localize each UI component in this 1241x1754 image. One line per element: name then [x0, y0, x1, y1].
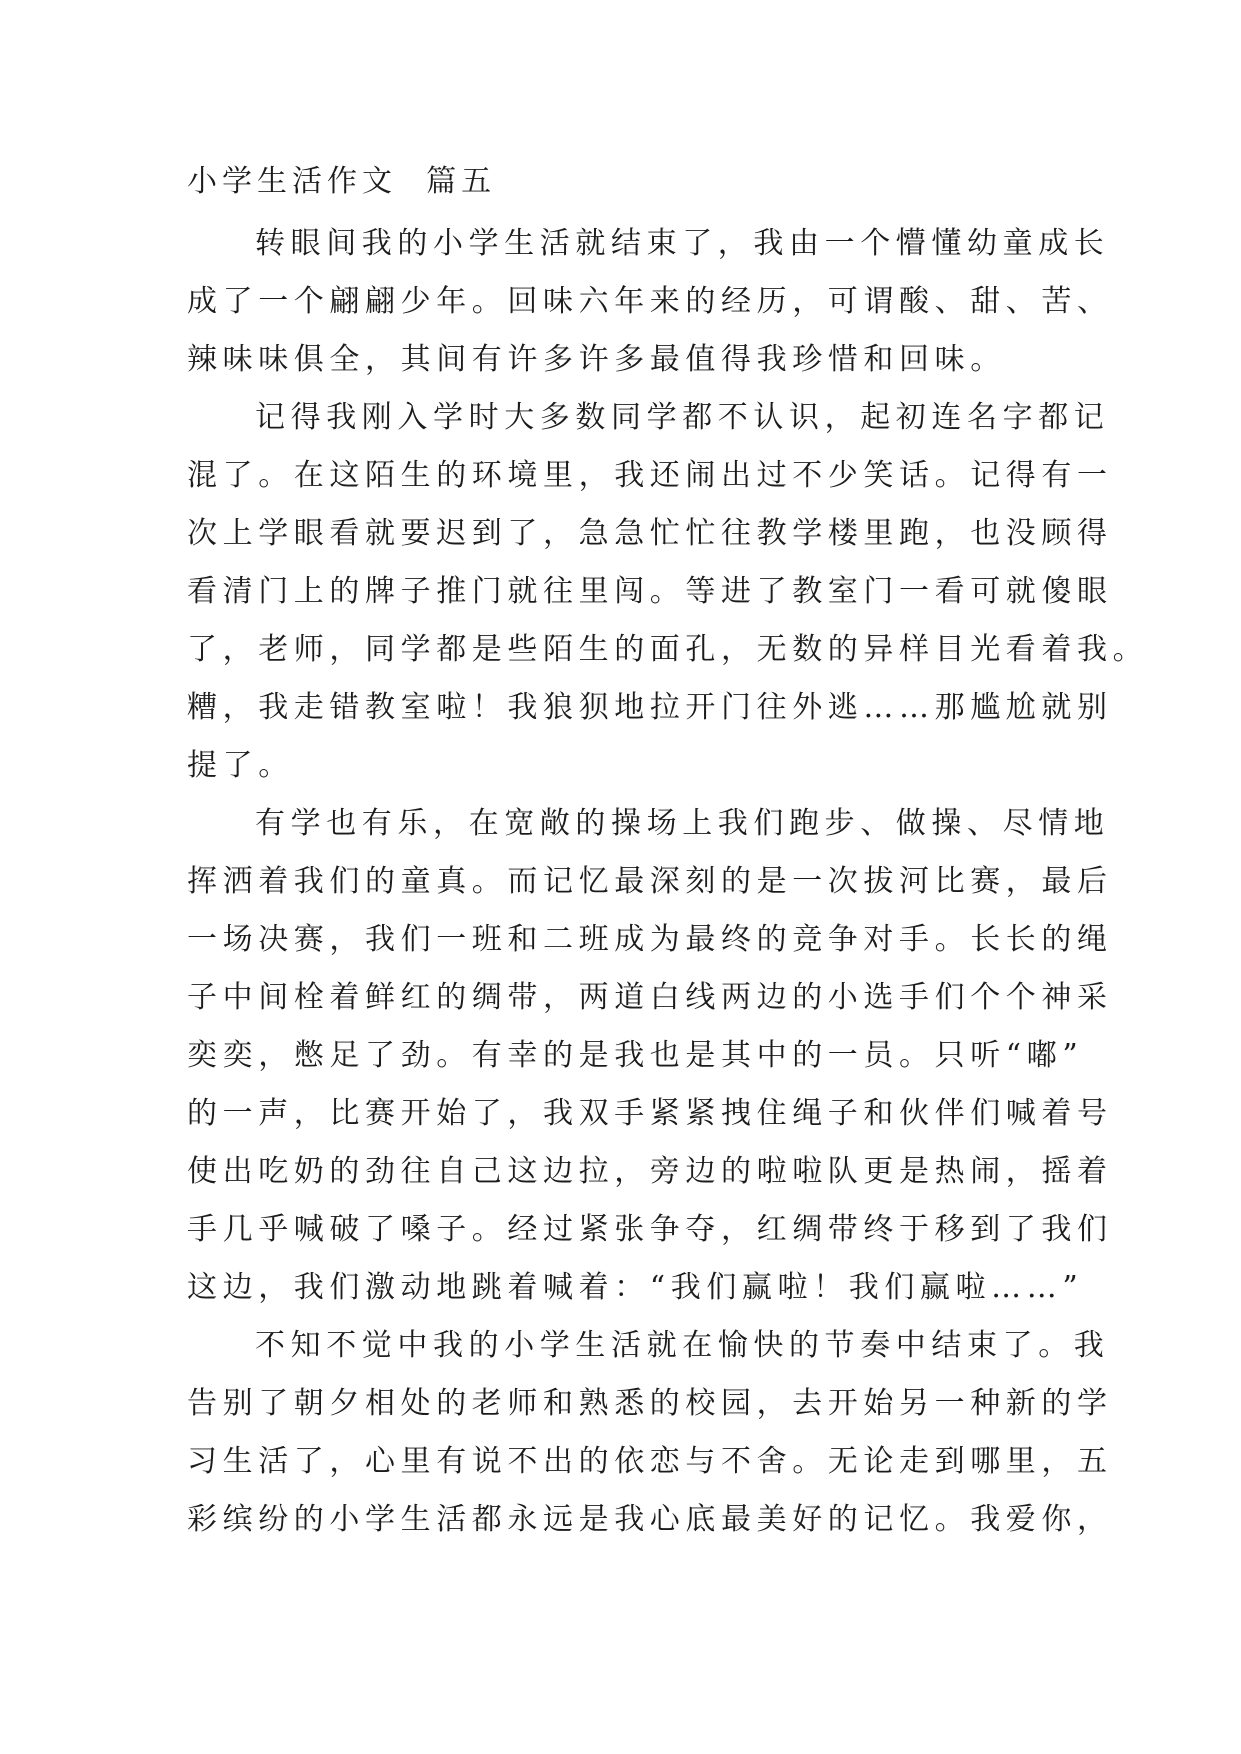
text-line: 子中间栓着鲜红的绸带，两道白线两边的小选手们个个神采 [187, 980, 1113, 1015]
text-line: 习生活了，心里有说不出的依恋与不舍。无论走到哪里，五 [187, 1444, 1113, 1479]
text-line: 有学也有乐，在宽敞的操场上我们跑步、做操、尽情地 [255, 806, 1110, 841]
text-line: 看清门上的牌子推门就往里闯。等进了教室门一看可就傻眼 [187, 574, 1113, 609]
text-line: 手几乎喊破了嗓子。经过紧张争夺，红绸带终于移到了我们 [187, 1212, 1113, 1247]
text-line: 一场决赛，我们一班和二班成为最终的竞争对手。长长的绳 [187, 922, 1113, 957]
text-line: 奕奕，憋足了劲。有幸的是我也是其中的一员。只听“嘟” [187, 1038, 1084, 1073]
text-line: 彩缤纷的小学生活都永远是我心底最美好的记忆。我爱你， [187, 1502, 1113, 1537]
text-line: 糟，我走错教室啦！我狼狈地拉开门往外逃……那尴尬就别 [187, 690, 1113, 725]
text-line: 混了。在这陌生的环境里，我还闹出过不少笑话。记得有一 [187, 458, 1113, 493]
document-title: 小学生活作文 篇五 [187, 164, 497, 199]
text-line: 成了一个翩翩少年。回味六年来的经历，可谓酸、甜、苦、 [187, 284, 1113, 319]
text-line: 这边，我们激动地跳着喊着：“我们赢啦！我们赢啦……” [187, 1270, 1084, 1305]
text-line: 使出吃奶的劲往自己这边拉，旁边的啦啦队更是热闹，摇着 [187, 1154, 1113, 1189]
text-line: 告别了朝夕相处的老师和熟悉的校园，去开始另一种新的学 [187, 1386, 1113, 1421]
text-line: 挥洒着我们的童真。而记忆最深刻的是一次拔河比赛，最后 [187, 864, 1113, 899]
text-line: 提了。 [187, 748, 294, 783]
text-line: 了，老师，同学都是些陌生的面孔，无数的异样目光看着我。 [187, 632, 1149, 667]
text-line: 转眼间我的小学生活就结束了，我由一个懵懂幼童成长 [255, 226, 1110, 261]
paragraph-2 [187, 389, 1149, 795]
paragraph-1 [187, 215, 1113, 389]
paragraph-3 [187, 795, 1113, 1317]
paragraph-4 [187, 1317, 1113, 1549]
text-line: 不知不觉中我的小学生活就在愉快的节奏中结束了。我 [255, 1328, 1110, 1363]
text-line: 次上学眼看就要迟到了，急急忙忙往教学楼里跑，也没顾得 [187, 516, 1113, 551]
text-line: 辣味味俱全，其间有许多许多最值得我珍惜和回味。 [187, 342, 1006, 377]
essay-body [187, 215, 1149, 1549]
text-line: 的一声，比赛开始了，我双手紧紧拽住绳子和伙伴们喊着号 [187, 1096, 1113, 1131]
text-line: 记得我刚入学时大多数同学都不认识，起初连名字都记 [255, 400, 1110, 435]
